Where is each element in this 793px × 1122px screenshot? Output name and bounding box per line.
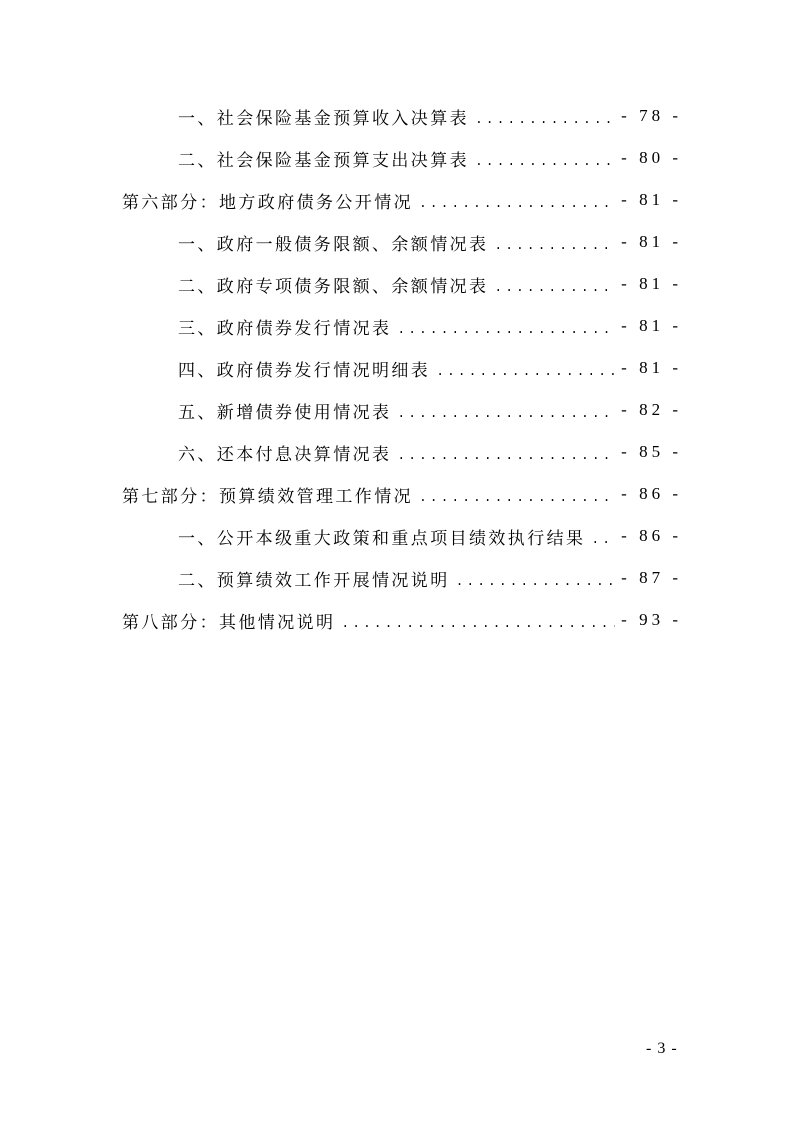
- toc-entry-title: 一、公开本级重大政策和重点项目绩效执行结果: [178, 528, 586, 549]
- toc-leader-dots: [341, 616, 615, 631]
- toc-entry-title: 三、政府债券发行情况表: [178, 318, 392, 339]
- toc-entry-page: - 82 -: [621, 400, 682, 419]
- toc-entry-page: - 81 -: [621, 274, 682, 293]
- toc-leader-dots: [419, 490, 615, 505]
- toc-leader-dots: [475, 154, 615, 169]
- toc-entry[interactable]: [178, 348, 682, 388]
- toc-entry-page: - 93 -: [621, 610, 682, 629]
- toc-leader-dots: [494, 280, 615, 295]
- toc-entry[interactable]: [178, 222, 682, 262]
- toc-entry-title: 第七部分：预算绩效管理工作情况: [122, 486, 413, 507]
- toc-leader-dots: [397, 448, 615, 463]
- toc-entry-title: 一、社会保险基金预算收入决算表: [178, 108, 469, 129]
- toc-leader-dots: [397, 406, 615, 421]
- toc-entry[interactable]: [178, 558, 682, 598]
- toc-entry-page: - 80 -: [621, 148, 682, 167]
- toc-entry-page: - 87 -: [621, 568, 682, 587]
- toc-entry-title: 二、预算绩效工作开展情况说明: [178, 570, 450, 591]
- toc-leader-dots: [397, 322, 615, 337]
- toc-entry-page: - 81 -: [621, 190, 682, 209]
- toc-entry-title: 第六部分：地方政府债务公开情况: [122, 192, 413, 213]
- toc-entry-title: 二、社会保险基金预算支出决算表: [178, 150, 469, 171]
- toc-leader-dots: [475, 112, 615, 127]
- toc-entry-title: 四、政府债券发行情况明细表: [178, 360, 431, 381]
- toc-leader-dots: [456, 574, 616, 589]
- toc-entry[interactable]: [178, 264, 682, 304]
- toc-entry[interactable]: [178, 306, 682, 346]
- toc-entry-title: 六、还本付息决算情况表: [178, 444, 392, 465]
- toc-entry-page: - 81 -: [621, 316, 682, 335]
- toc-entry[interactable]: [178, 96, 682, 136]
- toc-entry-page: - 81 -: [621, 232, 682, 251]
- toc-entry-title: 五、新增债券使用情况表: [178, 402, 392, 423]
- toc-entry-page: - 81 -: [621, 358, 682, 377]
- toc-leader-dots: [494, 238, 615, 253]
- toc-entry[interactable]: [178, 138, 682, 178]
- toc-leader-dots: [419, 196, 615, 211]
- toc-entry-page: - 78 -: [621, 106, 682, 125]
- toc-entry[interactable]: [178, 390, 682, 430]
- toc-entry[interactable]: [178, 516, 682, 556]
- toc-entry-title: 第八部分：其他情况说明: [122, 612, 336, 633]
- toc-leader-dots: [591, 532, 615, 547]
- toc-entry[interactable]: [122, 600, 682, 640]
- toc-entry[interactable]: [178, 432, 682, 472]
- toc-entry[interactable]: [122, 180, 682, 220]
- toc-entry-page: - 86 -: [621, 526, 682, 545]
- toc-entry[interactable]: [122, 474, 682, 514]
- toc-entry-title: 二、政府专项债务限额、余额情况表: [178, 276, 489, 297]
- toc-entry-page: - 85 -: [621, 442, 682, 461]
- page-number: - 3 -: [646, 1040, 678, 1057]
- toc-leader-dots: [436, 364, 615, 379]
- toc-entry-title: 一、政府一般债务限额、余额情况表: [178, 234, 489, 255]
- toc-entry-page: - 86 -: [621, 484, 682, 503]
